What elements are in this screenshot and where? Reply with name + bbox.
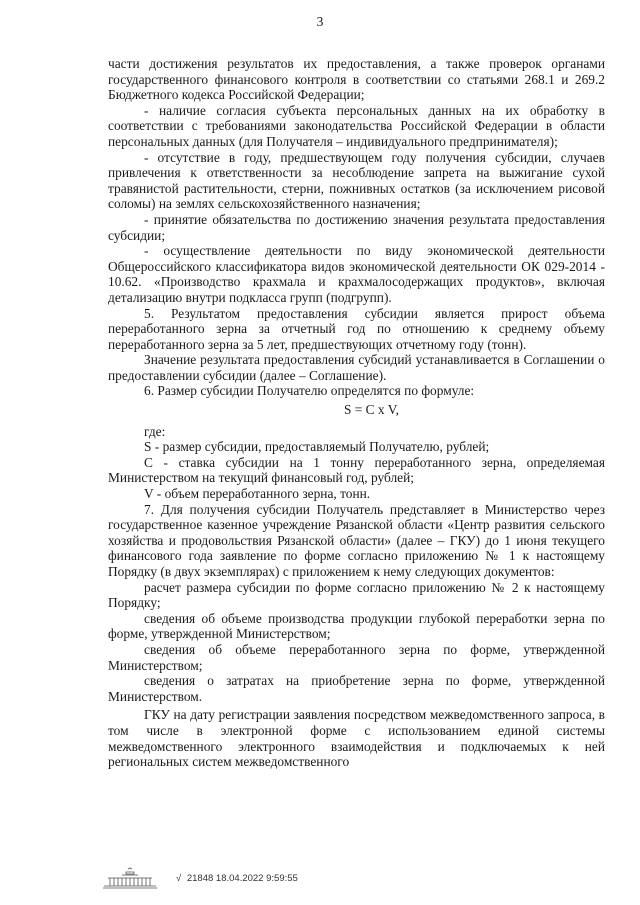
paragraph-1: части достижения результатов их предоставления, а также проверок органами государственного финансового контроля в соответствии со статьями 268.1 и 269.2 Бюджетного кодекса Российской Федерации; — [108, 56, 605, 103]
paragraph-8: 6. Размер субсидии Получателю определятся по формуле: — [144, 383, 475, 399]
document-list-item: расчет размера субсидии по форме согласно приложению № 2 к настоящему Порядку; — [108, 579, 605, 611]
paragraph-2: - наличие согласия субъекта персональных данных на их обработку в соответствии с требованиями законодательства Российской Федерации в области персональных данных (для Получателя – индивидуального предпринимателя); — [108, 102, 605, 149]
document-list-item: сведения об объеме переработанного зерна по форме, утвержденной Министерством; — [108, 641, 605, 673]
document-footer — [100, 866, 298, 890]
document-body — [108, 56, 605, 770]
paragraph-5: - осуществление деятельности по виду экономической деятельности Общероссийского классификатора видов экономической деятельности ОК 029-2014 - 10.62. «Производство крахмала и крахмалосодержащих продуктов», включая детализацию внутри подкласса групп (подгрупп). — [108, 243, 605, 305]
document-list-item: сведения об объеме производства продукции глубокой переработки зерна по форме, утвержденной Министерством; — [108, 610, 605, 642]
paragraph-6: 5. Результатом предоставления субсидии является прирост объема переработанного зерна за отчетный год по отношению к среднему объему переработанного зерна за 5 лет, предшествующих отчетному году (тонн). — [108, 305, 605, 352]
signature-check-mark: √ — [176, 872, 182, 884]
paragraph-where: где: — [144, 423, 166, 439]
document-list-item: сведения о затратах на приобретение зерна по форме, утвержденной Министерством. — [108, 673, 605, 704]
paragraph-3: - отсутствие в году, предшествующем году получения субсидии, случаев привлечения к ответственности за несоблюдение запрета на выжигание сухой травянистой растительности, стерни, пожнивных остатков (за исключением рисовой соломы) на землях сельскохозяйственного назначения; — [108, 149, 605, 212]
page-number: 3 — [316, 14, 324, 29]
paragraph-4: - принятие обязательства по достижению значения результата предоставления субсидии; — [108, 211, 605, 243]
document-timestamp: 18.04.2022 9:59:55 — [215, 872, 298, 884]
document-registration-info — [176, 873, 298, 884]
government-building-stamp-icon — [100, 867, 160, 889]
definition-v: V - объем переработанного зерна, тонн. — [144, 486, 371, 502]
paragraph-gku: ГКУ на дату регистрации заявления посредством межведомственного запроса, в том числе в электронной форме с использованием единой системы межведомственного электронного взаимодействия и подключаемых к ней региональных систем межведомственного — [108, 707, 605, 770]
definition-c: C - ставка субсидии на 1 тонну переработанного зерна, определяемая Министерством на текущий финансовый год, рублей; — [108, 454, 605, 486]
document-number: 21848 — [186, 872, 214, 884]
definition-s: S - размер субсидии, предоставляемый Получателю, рублей; — [144, 439, 490, 455]
paragraph-7: Значение результата предоставления субсидий устанавливается в Соглашении о предоставлении субсидии (далее – Соглашение). — [108, 352, 605, 383]
formula: S = C x V, — [343, 402, 400, 418]
paragraph-7-main: 7. Для получения субсидии Получатель представляет в Министерство через государственное казенное учреждение Рязанской области «Центр развития сельского хозяйства и продовольствия Рязанской области» (далее – ГКУ) до 1 июня текущего финансового года заявление по форме согласно приложению № 1 к настоящему Порядку (в двух экземплярах) с приложением к нему следующих документов: — [108, 501, 605, 579]
